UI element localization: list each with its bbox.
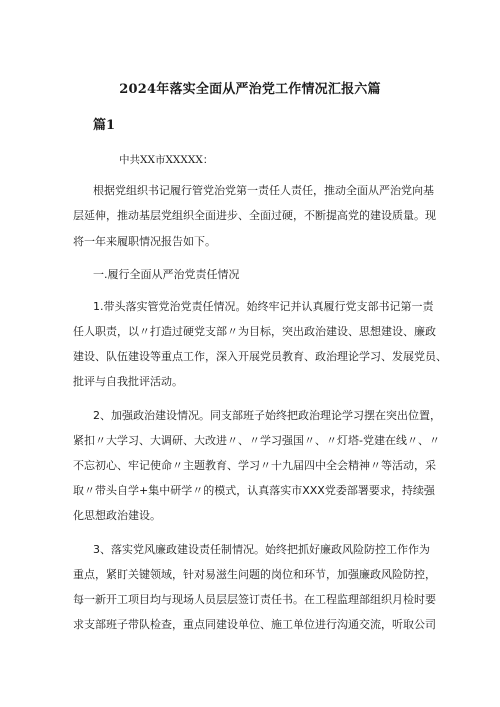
paragraph-2-line-2: 建设、队伍建设等重点工作，深入开展党员教育、政治理论学习、发展党员、 [73,350,447,363]
paragraph-4-line-3: 求支部班子带队检查，重点同建设单位、施工单位进行沟通交流，听取公司 [73,618,436,631]
paragraph-3-line-2: 不忘初心、牢记使命〃主题教育、学习〃十九届四中全会精神〃等活动，采 [73,459,436,472]
paragraph-0-line-1: 层延伸，推动基层党组织全面进步、全面过硬，不断提高党的建设质量。现 [73,209,436,222]
paragraph-3-line-1: 紧扣〃大学习、大调研、大改进〃、〃学习强国〃、〃灯塔-党建在线〃、〃 [73,434,440,447]
paragraph-3-line-0: 2、加强政治建设情况。同支部班子始终把政治理论学习摆在突出位置， [93,409,441,422]
paragraph-3-line-4: 化思想政治建设。 [73,509,161,522]
paragraph-2-line-3: 批评与自我批评活动。 [73,375,183,388]
paragraph-4-line-1: 重点，紧盯关键领域，针对易滋生问题的岗位和环节，加强廉政风险防控， [73,568,436,581]
paragraph-2-line-1: 任人职责，以〃打造过硬党支部〃为目标，突出政治建设、思想建设、廉政 [73,325,436,338]
paragraph-4-line-2: 每一新开工项目均与现场人员层层签订责任书。在工程监理部组织月检时要 [73,593,436,606]
paragraph-3-line-3: 取〃带头自学+集中研学〃的模式，认真落实市XXX党委部署要求，持续强 [73,484,435,497]
document-title: 2024年落实全面从严治党工作情况汇报六篇 [119,82,381,97]
paragraph-0-line-2: 将一年来履职情况报告如下。 [73,235,216,248]
paragraph-1-line-0: 一.履行全面从严治党责任情况 [93,268,240,281]
paragraph-2-line-0: 1.带头落实管党治党责任情况。始终牢记并认真履行党支部书记第一责 [93,300,434,313]
paragraph-4-line-0: 3、落实党风廉政建设责任制情况。始终把抓好廉政风险防控工作作为 [93,543,430,556]
paragraph-0-line-0: 根据党组织书记履行管党治党第一责任人责任，推动全面从严治党向基 [93,184,434,197]
chapter-heading: 篇1 [93,118,116,133]
salutation: 中共XX市XXXXX： [119,154,214,166]
